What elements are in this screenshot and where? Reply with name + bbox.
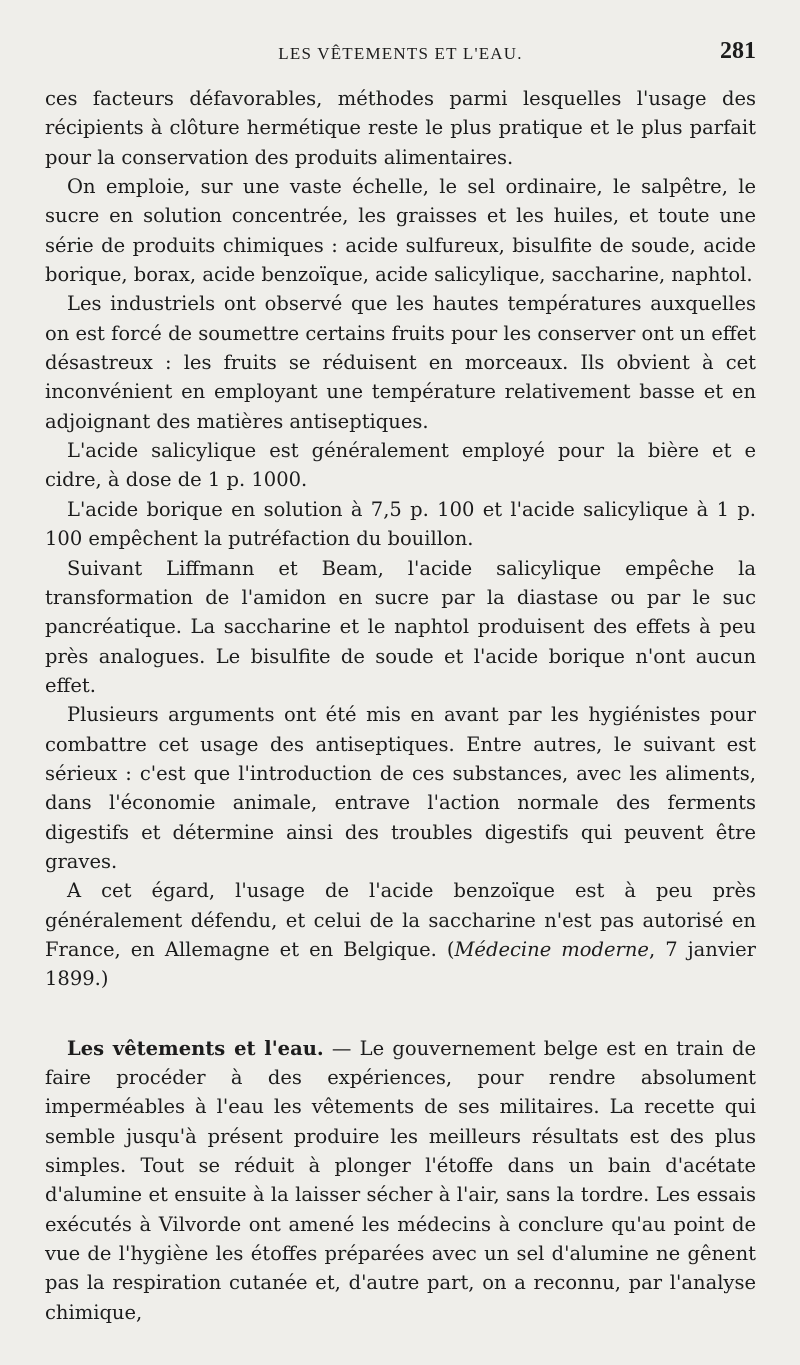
- running-header: [45, 34, 756, 84]
- section-paragraph: [45, 1034, 756, 1327]
- paragraph-salicylic-beer: L'acide salicylique est généralement employé pour la bière et e cidre, à dose de 1 p. 1000.: [45, 439, 756, 492]
- body-text: [45, 84, 756, 1327]
- paragraph-boric-acid: L'acide borique en solution à 7,5 p. 100 et l'acide salicylique à 1 p. 100 empêchent la putréfaction du bouillon.: [45, 497, 756, 551]
- paragraph-benzoic-acid: [45, 876, 756, 993]
- section-heading: Les vêtements et l'eau.: [67, 1036, 324, 1060]
- paragraph-hygienists: Plusieurs arguments ont été mis en avant par les hygiénistes pour combattre cet usage des antiseptiques. Entre autres, le suivant est sérieux : c'est que l'introduction de ces substances, avec les aliments, dans l'économie animale, entrave l'action normale des ferments digestifs et détermine ainsi des troubles digestifs qui peuvent être graves.: [45, 703, 756, 873]
- section-body: Le gouvernement belge est en train de faire procéder à des expériences, pour rendre absolument imperméables à l'eau les vêtements de ses militaires. La recette qui semble jusqu'à présent produire les meilleurs résultats est des plus simples. Tout se réduit à plonger l'étoffe dans un bain d'acétate d'alumine et ensuite à la laisser sécher à l'air, sans la tordre. Les essais exécutés à Vilvorde ont amené les médecins à conclure qu'au point de vue de l'hygiène les étoffes préparées avec un sel d'alumine ne gênent pas la respiration cutanée et, d'autre part, on a reconnu, par l'analyse chimique,: [45, 1036, 756, 1324]
- paragraph-liffmann-beam: Suivant Liffmann et Beam, l'acide salicylique empêche la transformation de l'amidon en sucre par la diastase ou par le suc pancréatique. La saccharine et le naphtol produisent des effets à peu près analogues. Le bisulfite de soude et l'acide borique n'ont aucun effet.: [45, 556, 756, 697]
- citation-lead-text: A cet égard, l'usage de l'acide benzoïque est à peu près généralement défendu, et celui de la saccharine n'est pas autorisé en France, en Allemagne et en Belgique. (: [45, 879, 756, 961]
- page-number: 281: [720, 38, 756, 64]
- section-spacer: [45, 994, 756, 1034]
- citation-trailing-text: , 7 janvier 1899.): [45, 937, 756, 991]
- section-dash: —: [323, 1036, 360, 1060]
- citation-source: Médecine moderne: [454, 937, 649, 961]
- paragraph-continuation: ces facteurs défavorables, méthodes parmi lesquelles l'usage des récipients à clôture hermétique reste le plus pratique et le plus parfait pour la conservation des produits alimentaires.: [45, 87, 756, 169]
- paragraph-industrials: Les industriels ont observé que les hautes températures auxquelles on est forcé de soumettre certains fruits pour les conserver ont un effet désastreux : les fruits se réduisent en morceaux. Ils obvient à cet inconvénient en employant une température relativement basse et en adjoignant des matières antiseptiques.: [45, 292, 756, 433]
- running-title: LES VÊTEMENTS ET L'EAU.: [278, 44, 523, 63]
- paragraph-preservatives: On emploie, sur une vaste échelle, le sel ordinaire, le salpêtre, le sucre en solution concentrée, les graisses et les huiles, et toute une série de produits chimiques : acide sulfureux, bisulfite de soude, acide borique, borax, acide benzoïque, acide salicylique, saccharine, naphtol.: [45, 175, 756, 287]
